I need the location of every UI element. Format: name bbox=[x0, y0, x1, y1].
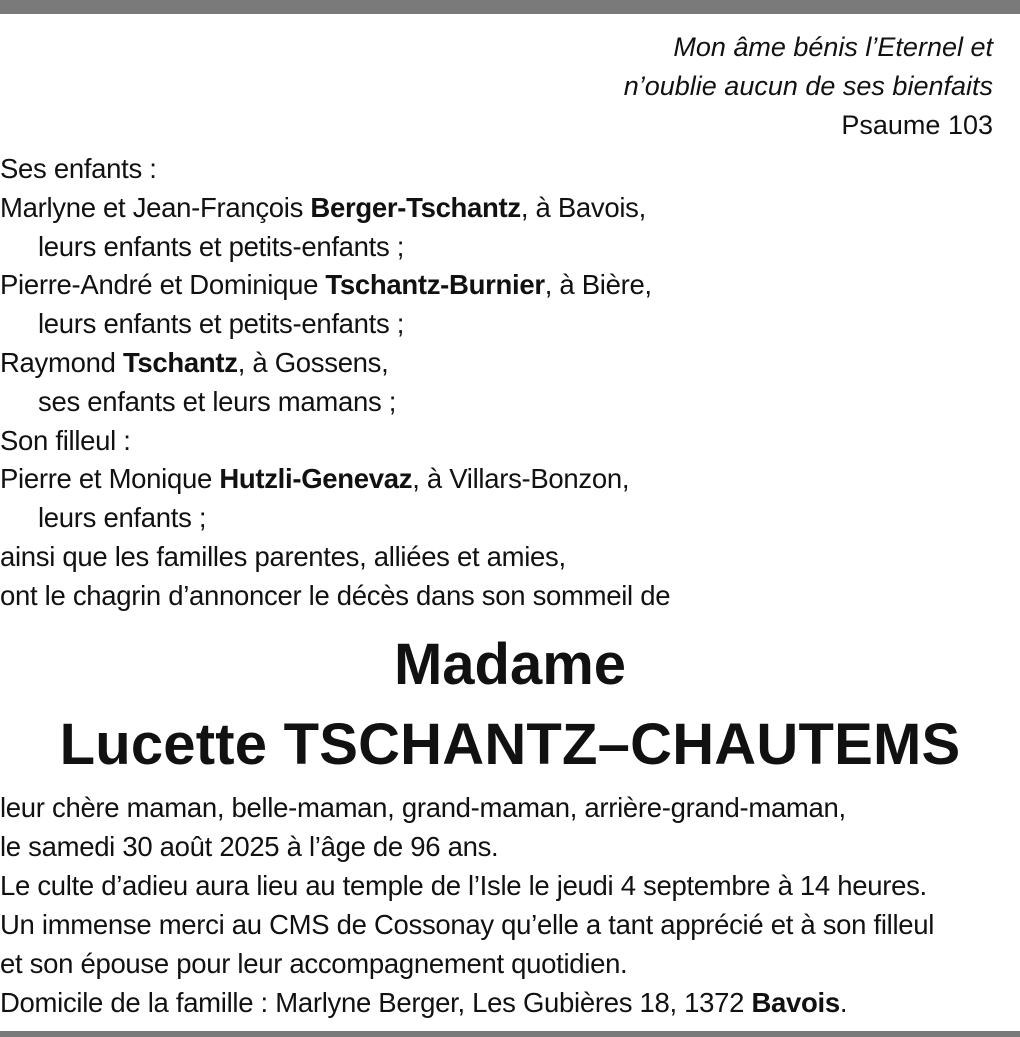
deceased-title: Madame bbox=[393, 632, 627, 697]
relation-line: leur chère maman, belle-maman, grand-maman, arrière-grand-maman, bbox=[0, 792, 846, 823]
service-line: Le culte d’adieu aura lieu au temple de l’Isle le jeudi 4 septembre à 14 heures. bbox=[0, 870, 927, 901]
child-2-descendants: leurs enfants et petits-enfants ; bbox=[38, 308, 405, 340]
notice-details bbox=[0, 788, 934, 1022]
date-line: le samedi 30 août 2025 à l’âge de 96 ans. bbox=[0, 831, 499, 862]
thanks-line-1: Un immense merci au CMS de Cossonay qu’elle a tant apprécié et à son filleul bbox=[0, 909, 935, 940]
epigraph-line-2: n’oublie aucun de ses bienfaits bbox=[623, 71, 993, 101]
epigraph-line-1: Mon âme bénis l’Eternel et bbox=[673, 32, 993, 62]
godson-heading: Son filleul : bbox=[0, 424, 131, 456]
child-3-descendants: ses enfants et leurs mamans ; bbox=[38, 385, 397, 417]
thanks-line-2: et son épouse pour leur accompagnement quotidien. bbox=[0, 948, 628, 979]
child-3-surname: Tschantz bbox=[122, 346, 238, 378]
family-list bbox=[0, 150, 670, 616]
child-2-surname: Tschantz-Burnier bbox=[325, 269, 545, 301]
godson-descendants: leurs enfants ; bbox=[38, 502, 207, 534]
top-rule bbox=[0, 0, 1020, 14]
bottom-rule bbox=[0, 1031, 1020, 1037]
child-1-surname: Berger-Tschantz bbox=[310, 191, 521, 223]
epigraph-source: Psaume 103 bbox=[841, 110, 993, 140]
godson: Pierre et Monique Hutzli-Genevaz, à Villars-Bonzon, bbox=[0, 463, 630, 495]
child-1-descendants: leurs enfants et petits-enfants ; bbox=[38, 230, 405, 262]
child-1: Marlyne et Jean-François Berger-Tschantz, à Bavois, bbox=[0, 191, 646, 223]
godson-surname: Hutzli-Genevaz bbox=[219, 463, 413, 495]
child-2: Pierre-André et Dominique Tschantz-Burnier, à Bière, bbox=[0, 269, 652, 301]
deceased-name: Lucette TSCHANTZ–CHAUTEMS bbox=[59, 712, 961, 777]
domicile-town: Bavois bbox=[751, 987, 840, 1018]
children-heading: Ses enfants : bbox=[0, 153, 157, 184]
extended-family: ainsi que les familles parentes, alliées et amies, bbox=[0, 540, 566, 572]
announcement: ont le chagrin d’annoncer le décès dans son sommeil de bbox=[0, 579, 671, 611]
domicile-line: Domicile de la famille : Marlyne Berger, Les Gubières 18, 1372 Bavois. bbox=[0, 987, 848, 1018]
child-3: Raymond Tschantz, à Gossens, bbox=[0, 346, 389, 378]
psalm-epigraph bbox=[624, 28, 993, 145]
